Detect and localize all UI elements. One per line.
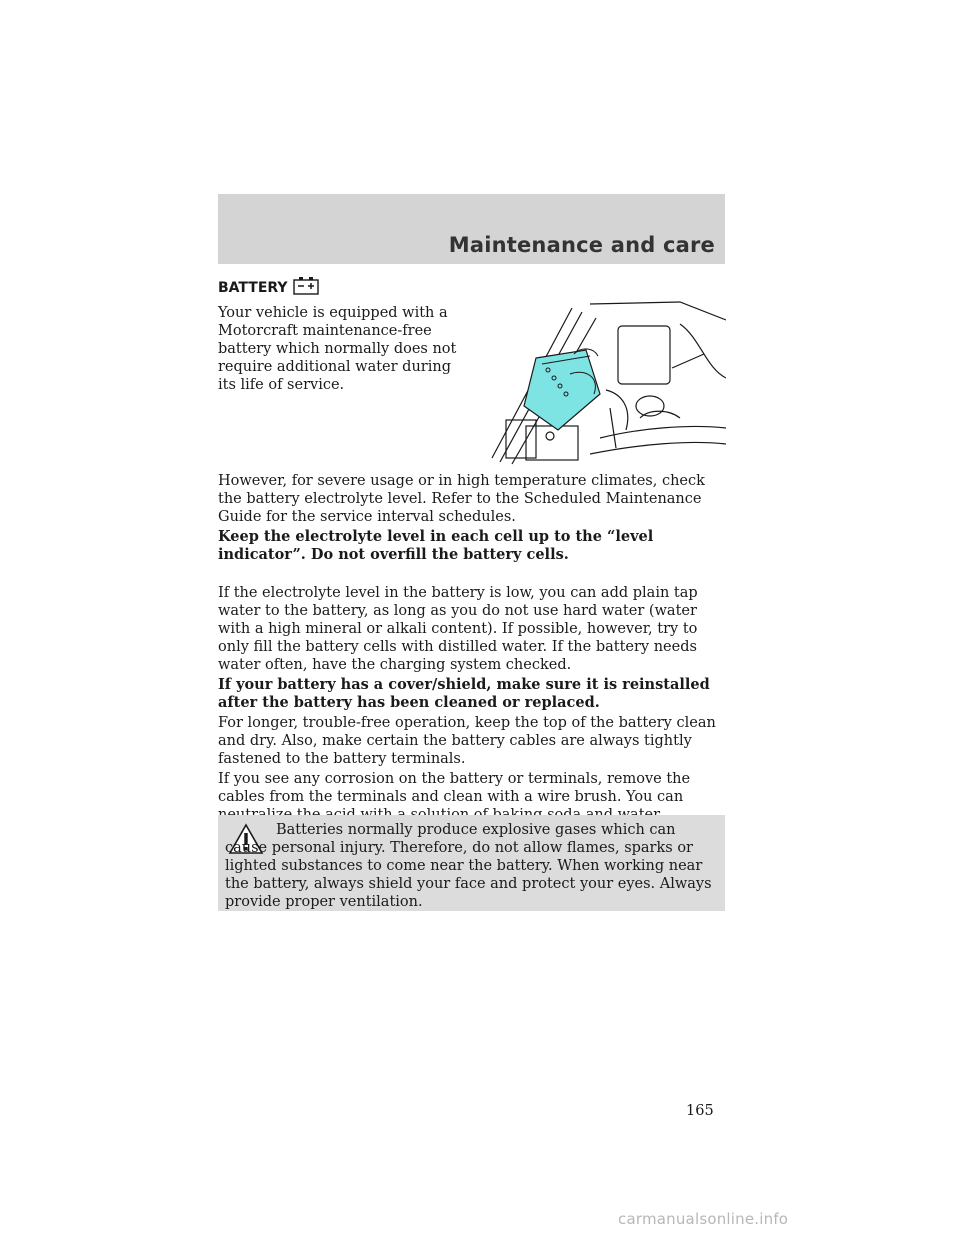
paragraph-corrosion: If you see any corrosion on the battery or terminals, remove the cables from the terminals and clean with a wire brush. You can xyxy=(218,771,691,805)
warning-text: Batteries normally produce explosive gases which can cause personal injury. Therefore, do not allow flames, sparks or lighted substances to come near the battery. When working near the battery, always shield your face and protect your eyes. Always provide proper ventilation. xyxy=(225,822,712,910)
paragraph-electrolyte-check: However, for severe usage or in high temperature climates, check the battery electrolyte level. Refer to the Scheduled Maintenance Guide for the service interval schedules. xyxy=(218,473,705,525)
battery-highlight xyxy=(524,350,600,430)
warning-box xyxy=(218,815,725,911)
section-title: Maintenance and care xyxy=(448,233,715,257)
section-heading xyxy=(218,276,320,300)
paragraph-level-indicator: Keep the electrolyte level in each cell up to the “level indicator”. Do not overfill the battery cells. xyxy=(218,528,654,563)
paragraph-cover-shield: If your battery has a cover/shield, make sure it is reinstalled after the battery has been cleaned or replaced. xyxy=(218,676,710,711)
page-number: 165 xyxy=(686,1103,714,1119)
battery-illustration xyxy=(490,298,726,466)
heading-text: BATTERY xyxy=(218,280,288,296)
paragraph-tap-water: If the electrolyte level in the battery is low, you can add plain tap water to the battery, as long as you do not use hard water (water with a high mineral or alkali content). If possible, however, try to only fill the battery cells with distilled water. If the battery needs water often, have the charging system checked. xyxy=(218,585,698,673)
watermark: carmanualsonline.info xyxy=(618,1210,789,1228)
header-band xyxy=(218,194,725,264)
intro-paragraph: Your vehicle is equipped with a Motorcraft maintenance-free battery which normally does not require additional water during its life of service. xyxy=(218,305,457,393)
battery-icon xyxy=(292,276,320,300)
paragraph-clean-dry: For longer, trouble-free operation, keep the top of the battery clean and dry. Also, make certain the battery cables are always tightly fastened to the battery terminals. xyxy=(218,715,716,767)
